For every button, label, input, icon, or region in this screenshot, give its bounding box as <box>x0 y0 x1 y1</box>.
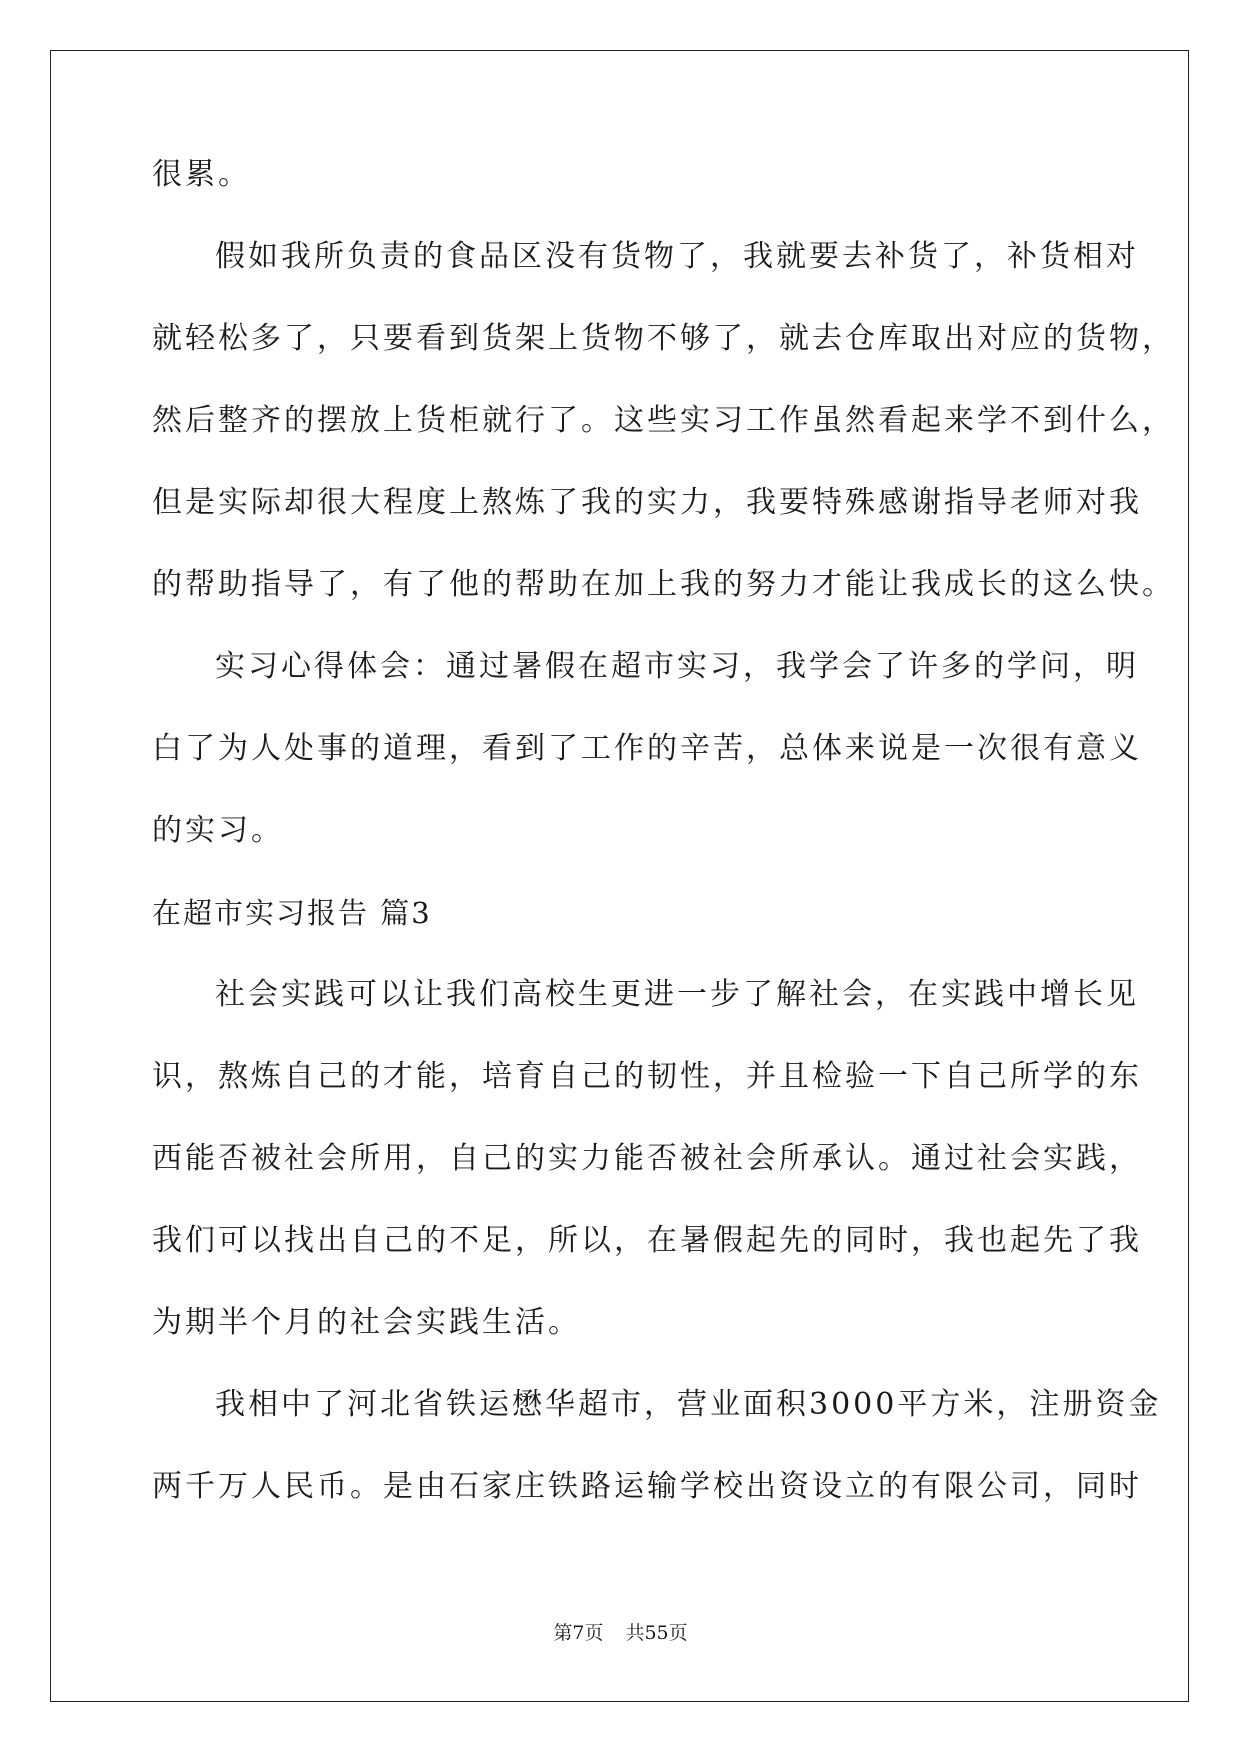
text-line: 社会实践可以让我们高校生更进一步了解社会，在实践中增长见 <box>215 977 1139 1012</box>
text-line: 的帮助指导了，有了他的帮助在加上我的努力才能让我成长的这么快。 <box>152 567 1175 602</box>
text-line: 就轻松多了，只要看到货架上货物不够了，就去仓库取出对应的货物， <box>152 321 1175 356</box>
text-line: 为期半个月的社会实践生活。 <box>152 1305 581 1340</box>
text-line: 实习心得体会：通过暑假在超市实习，我学会了许多的学问，明 <box>215 649 1139 684</box>
page-footer <box>0 1618 1241 1645</box>
text-line: 假如我所负责的食品区没有货物了，我就要去补货了，补货相对 <box>215 239 1139 274</box>
text-line: 很累。 <box>152 157 251 192</box>
text-line: 然后整齐的摆放上货柜就行了。这些实习工作虽然看起来学不到什么， <box>152 403 1175 438</box>
text-line: 我相中了河北省铁运懋华超市，营业面积3000平方米，注册资金 <box>215 1387 1162 1422</box>
text-line: 但是实际却很大程度上熬炼了我的实力，我要特殊感谢指导老师对我 <box>152 485 1142 520</box>
text-line: 两千万人民币。是由石家庄铁路运输学校出资设立的有限公司，同时 <box>152 1469 1142 1504</box>
section-heading: 在超市实习报告 篇3 <box>152 896 432 930</box>
text-line: 白了为人处事的道理，看到了工作的辛苦，总体来说是一次很有意义 <box>152 731 1142 766</box>
page-total: 共55页 <box>625 1622 688 1644</box>
text-line: 的实习。 <box>152 813 284 848</box>
text-line: 识，熬炼自己的才能，培育自己的韧性，并且检验一下自己所学的东 <box>152 1059 1142 1094</box>
text-line: 我们可以找出自己的不足，所以，在暑假起先的同时，我也起先了我 <box>152 1223 1142 1258</box>
document-body <box>152 157 1175 1554</box>
text-line: 西能否被社会所用，自己的实力能否被社会所承认。通过社会实践， <box>152 1141 1142 1176</box>
page-number: 第7页 <box>553 1622 604 1644</box>
